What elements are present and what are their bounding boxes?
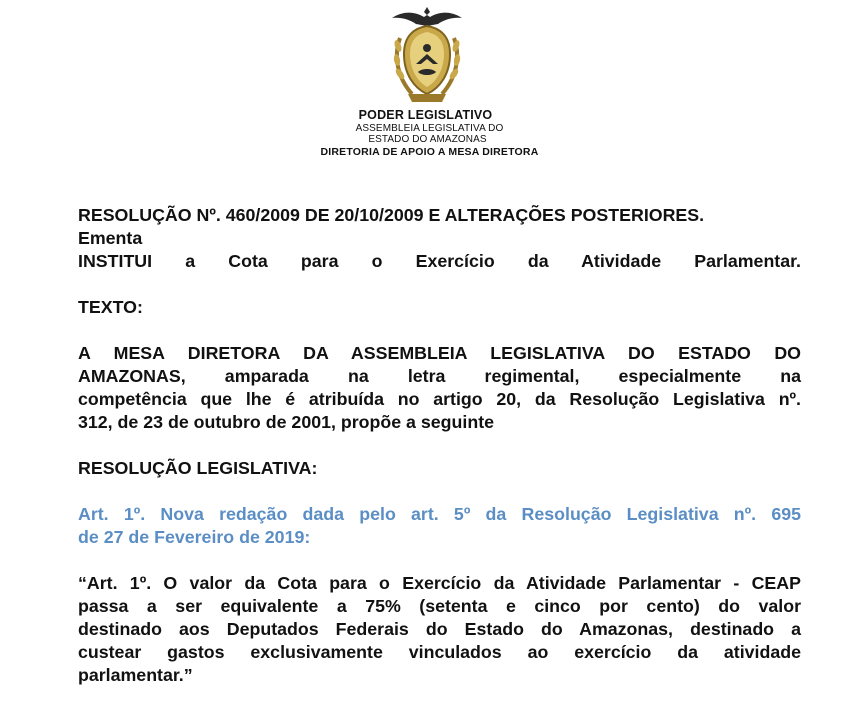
letterhead bbox=[0, 0, 859, 165]
resolution-document bbox=[78, 204, 801, 687]
spacer bbox=[78, 434, 801, 457]
texto-label: TEXTO: bbox=[78, 297, 143, 317]
preamble-line: A MESA DIRETORA DA ASSEMBLEIA LEGISLATIVA DO ESTADO DO bbox=[78, 343, 801, 363]
coat-of-arms-icon bbox=[386, 2, 468, 108]
amendment-note-line: Art. 1º. Nova redação dada pelo art. 5º da Resolução Legislativa nº. 695 bbox=[78, 504, 801, 524]
resolution-label: RESOLUÇÃO LEGISLATIVA: bbox=[78, 458, 318, 478]
resolution-title: RESOLUÇÃO Nº. 460/2009 DE 20/10/2009 E ALTERAÇÕES POSTERIORES. bbox=[78, 205, 705, 225]
preamble-line: competência que lhe é atribuída no artigo 20, da Resolução Legislativa nº. bbox=[78, 389, 801, 409]
article-text-line: “Art. 1º. O valor da Cota para o Exercício da Atividade Parlamentar - CEAP bbox=[78, 573, 801, 593]
institution-title: PODER LEGISLATIVO bbox=[358, 108, 493, 122]
article-text-line: custear gastos exclusivamente vinculados ao exercício da atividade bbox=[78, 642, 801, 662]
spacer bbox=[78, 319, 801, 342]
spacer bbox=[78, 273, 801, 296]
assembly-name-line2: ESTADO DO AMAZONAS bbox=[368, 134, 487, 145]
preamble-line: 312, de 23 de outubro de 2001, propõe a seguinte bbox=[78, 412, 495, 432]
amendment-note-line: de 27 de Fevereiro de 2019: bbox=[78, 527, 311, 547]
assembly-name-line1: ASSEMBLEIA LEGISLATIVA DO bbox=[355, 123, 504, 134]
spacer bbox=[78, 480, 801, 503]
article-text-line: destinado aos Deputados Federais do Estado do Amazonas, destinado a bbox=[78, 619, 801, 639]
article-text-line: passa a ser equivalente a 75% (setenta e cinco por cento) do valor bbox=[78, 596, 801, 616]
preamble-line: AMAZONAS, amparada na letra regimental, especialmente na bbox=[78, 366, 801, 386]
ementa-text: INSTITUI a Cota para o Exercício da Atividade Parlamentar. bbox=[78, 251, 801, 271]
directorate-name: DIRETORIA DE APOIO A MESA DIRETORA bbox=[320, 146, 539, 158]
article-text-line: parlamentar.” bbox=[78, 665, 193, 685]
spacer bbox=[78, 549, 801, 572]
ementa-label: Ementa bbox=[78, 228, 143, 248]
